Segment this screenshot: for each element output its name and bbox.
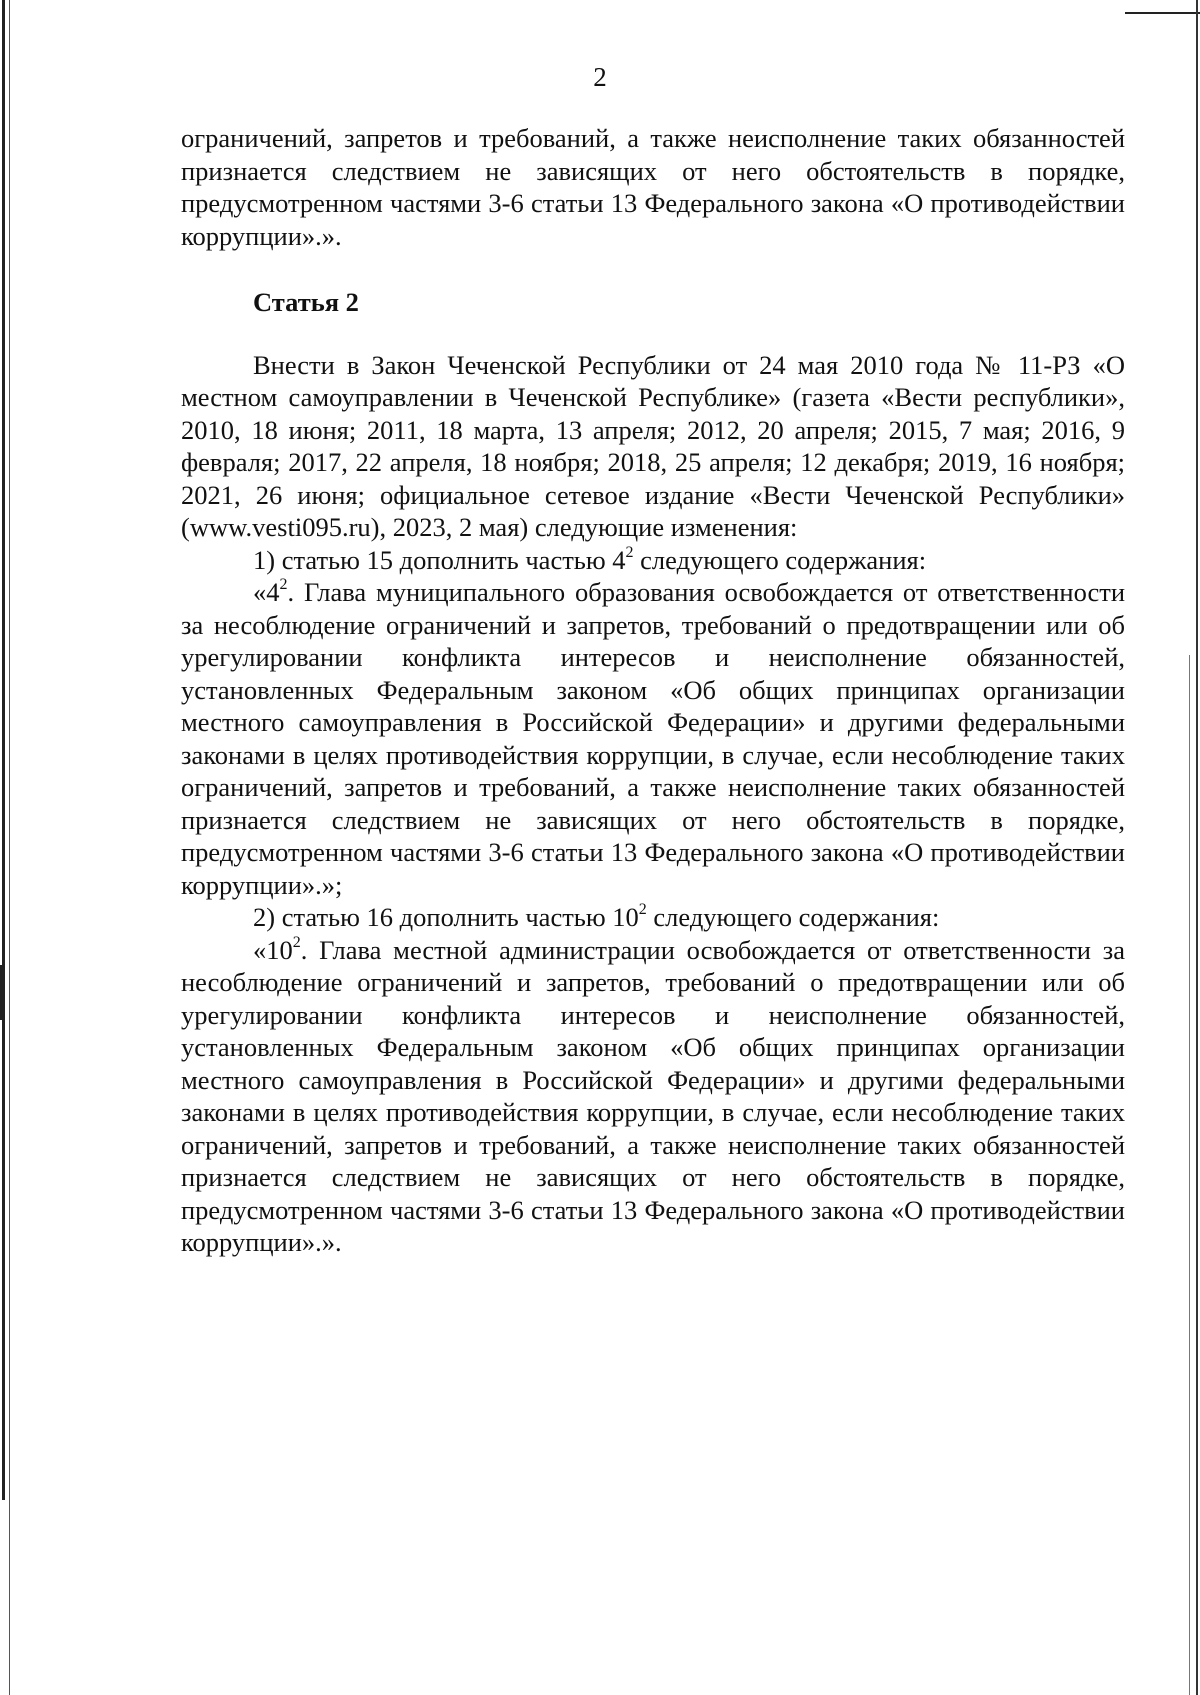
quote-1-start: «4 (253, 577, 280, 607)
scan-edge-right (1196, 0, 1198, 1695)
quote-2-text: . Глава местной администрации освобождается от ответственности за несоблюдение ограничений и запретов, требований о предотвращении или об урегулировании конфликта интересов и неисполнение обязанностей, установленных Федеральным законом «Об общих принципах организации местного самоуправления в Российской Федерации» и другими федеральными законами в целях противодействия коррупции, в случае, если несоблюдение таких ограничений, запретов и требований, а также неисполнение таких обязанностей признается следствием не зависящих от него обстоятельств в порядке, предусмотренном частями 3-6 статьи 13 Федерального закона «О противодействии коррупции».». (181, 934, 1125, 1257)
quote-2-start: «10 (253, 934, 293, 965)
quote-2-superscript: 2 (292, 933, 301, 951)
list-item-2 (181, 901, 1125, 934)
list-item-2-superscript: 2 (638, 901, 647, 919)
scan-edge-left (2, 0, 5, 1500)
quote-1-superscript: 2 (279, 576, 288, 594)
paragraph-continuation: ограничений, запретов и требований, а также неисполнение таких обязанностей признается следствием не зависящих от него обстоятельств в порядке, предусмотренном частями 3-6 статьи 13 Федерального закона «О противодействии коррупции».». (181, 123, 1125, 251)
document-body (181, 122, 1125, 1259)
page-number: 2 (593, 62, 607, 92)
list-item-1-superscript: 2 (625, 543, 634, 561)
quote-paragraph-2 (181, 934, 1125, 1259)
scan-edge-left-thin (9, 0, 10, 1695)
list-item-1-tail: следующего содержания: (633, 544, 927, 575)
list-item-1-text: 1) статью 15 дополнить частью 4 (253, 544, 626, 575)
list-item-2-text: 2) статью 16 дополнить частью 10 (253, 902, 639, 932)
scan-edge-left-mark (0, 965, 3, 1020)
quote-1-text: . Глава муниципального образования освобождается от ответственности за несоблюдение ограничений и запретов, требований о предотвращении или об урегулировании конфликта интересов и неисполнение обязанностей, установленных Федеральным законом «Об общих принципах организации местного самоуправления в Российской Федерации» и другими федеральными законами в целях противодействия коррупции, в случае, если несоблюдение таких ограничений, запретов и требований, а также неисполнение таких обязанностей признается следствием не зависящих от него обстоятельств в порядке, предусмотренном частями 3-6 статьи 13 Федерального закона «О противодействии коррупции».»; (181, 577, 1125, 900)
article-heading: Статья 2 (253, 287, 359, 317)
scan-edge-top-right (1125, 12, 1200, 14)
quote-paragraph-1 (181, 576, 1125, 901)
list-item-1 (181, 544, 1125, 577)
paragraph-amendment-intro: Внести в Закон Чеченской Республики от 24 мая 2010 года № 11-РЗ «О местном самоуправлении в Чеченской Республике» (газета «Вести республики», 2010, 18 июня; 2011, 18 марта, 13 апреля; 2012, 20 апреля; 2015, 7 мая; 2016, 9 февраля; 2017, 22 апреля, 18 ноября; 2018, 25 апреля; 12 декабря; 2019, 16 ноября; 2021, 26 июня; официальное сетевое издание «Вести Чеченской Республики» (www.vesti095.ru), 2023, 2 мая) следующие изменения: (181, 349, 1125, 542)
list-item-2-tail: следующего содержания: (646, 902, 940, 932)
scan-edge-right-thin (1189, 655, 1190, 1695)
